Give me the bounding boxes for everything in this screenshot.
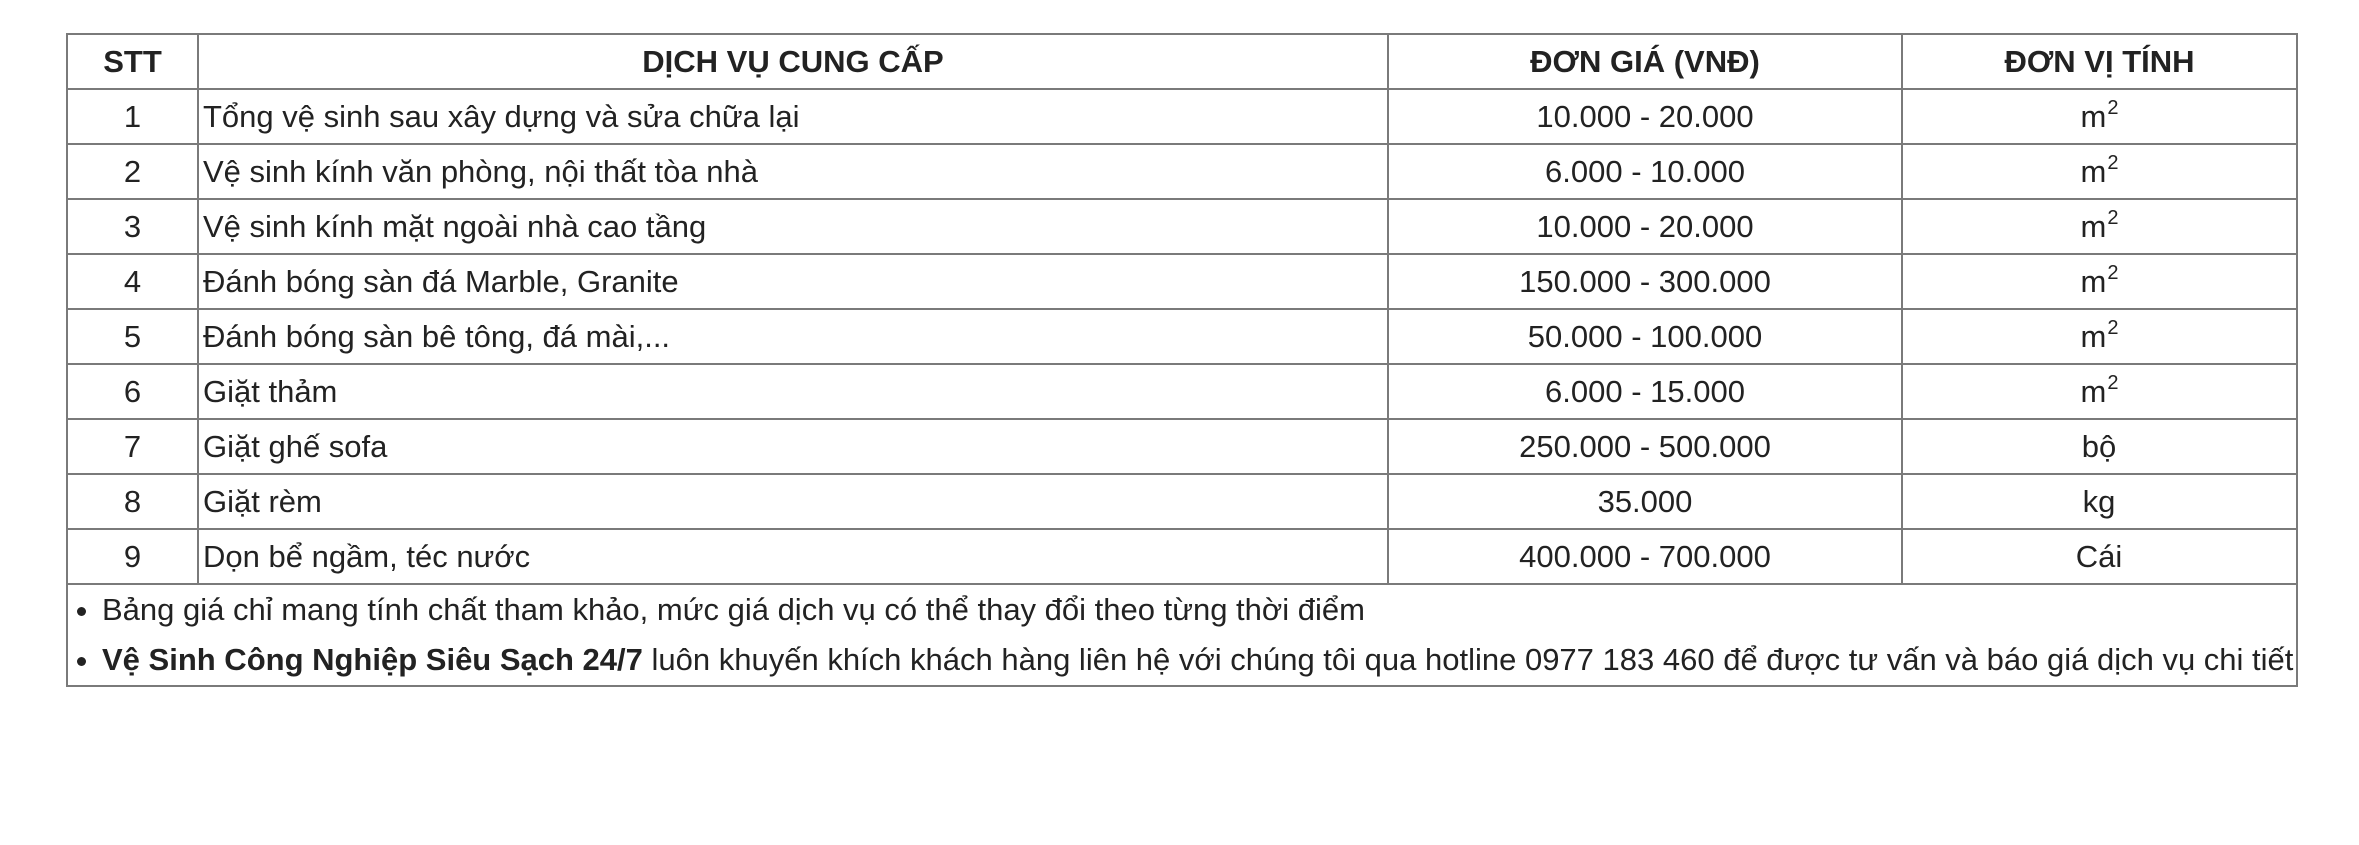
- row-stt: 5: [67, 309, 198, 364]
- row-price: 150.000 - 300.000: [1388, 254, 1902, 309]
- price-table-container: [66, 33, 2296, 687]
- table-row: [67, 309, 2297, 364]
- row-stt: 2: [67, 144, 198, 199]
- row-unit: [1902, 474, 2297, 529]
- row-unit: [1902, 309, 2297, 364]
- price-table: [66, 33, 2298, 687]
- unit-label: m: [2080, 209, 2107, 244]
- row-price: 10.000 - 20.000: [1388, 199, 1902, 254]
- row-price: 10.000 - 20.000: [1388, 89, 1902, 144]
- row-service: Vệ sinh kính văn phòng, nội thất tòa nhà: [198, 144, 1388, 199]
- table-row: [67, 89, 2297, 144]
- row-service: Giặt rèm: [198, 474, 1388, 529]
- row-price: 250.000 - 500.000: [1388, 419, 1902, 474]
- row-unit: [1902, 364, 2297, 419]
- table-header-row: [67, 34, 2297, 89]
- unit-label: m: [2080, 319, 2107, 354]
- row-service: Tổng vệ sinh sau xây dựng và sửa chữa lại: [198, 89, 1388, 144]
- row-stt: 8: [67, 474, 198, 529]
- row-stt: 6: [67, 364, 198, 419]
- row-stt: 3: [67, 199, 198, 254]
- row-stt: 9: [67, 529, 198, 584]
- unit-exponent: 2: [2107, 262, 2119, 284]
- table-body: [67, 89, 2297, 686]
- unit-label: m: [2080, 264, 2107, 299]
- table-row: [67, 364, 2297, 419]
- unit-label: m: [2080, 99, 2107, 134]
- unit-exponent: 2: [2107, 372, 2119, 394]
- row-service: Đánh bóng sàn đá Marble, Granite: [198, 254, 1388, 309]
- row-unit: [1902, 419, 2297, 474]
- note-item: [102, 585, 2292, 635]
- unit-label: m: [2080, 154, 2107, 189]
- row-stt: 7: [67, 419, 198, 474]
- row-unit: [1902, 529, 2297, 584]
- table-row: [67, 199, 2297, 254]
- notes-list: [72, 585, 2292, 685]
- notes-row: [67, 584, 2297, 686]
- table-row: [67, 144, 2297, 199]
- unit-exponent: 2: [2107, 152, 2119, 174]
- unit-label: m: [2080, 374, 2107, 409]
- row-price: 400.000 - 700.000: [1388, 529, 1902, 584]
- header-price: ĐƠN GIÁ (VNĐ): [1388, 34, 1902, 89]
- row-service: Đánh bóng sàn bê tông, đá mài,...: [198, 309, 1388, 364]
- row-unit: [1902, 254, 2297, 309]
- unit-label: Cái: [2075, 539, 2123, 574]
- row-service: Dọn bể ngầm, téc nước: [198, 529, 1388, 584]
- brand-name: Vệ Sinh Công Nghiệp Siêu Sạch 24/7: [102, 642, 643, 677]
- row-price: 6.000 - 10.000: [1388, 144, 1902, 199]
- header-stt: STT: [67, 34, 198, 89]
- row-price: 35.000: [1388, 474, 1902, 529]
- row-unit: [1902, 199, 2297, 254]
- notes-cell: [67, 584, 2297, 686]
- unit-label: kg: [2082, 484, 2116, 519]
- note-text: luôn khuyến khích khách hàng liên hệ với chúng tôi qua hotline 0977 183 460 để được tư vấn và báo giá dịch vụ chi tiết: [642, 642, 2294, 677]
- table-row: [67, 254, 2297, 309]
- row-stt: 4: [67, 254, 198, 309]
- unit-label: bộ: [2081, 429, 2117, 464]
- row-price: 6.000 - 15.000: [1388, 364, 1902, 419]
- row-stt: 1: [67, 89, 198, 144]
- row-unit: [1902, 144, 2297, 199]
- table-row: [67, 474, 2297, 529]
- table-row: [67, 529, 2297, 584]
- header-service: DỊCH VỤ CUNG CẤP: [198, 34, 1388, 89]
- table-row: [67, 419, 2297, 474]
- unit-exponent: 2: [2107, 207, 2119, 229]
- row-service: Giặt thảm: [198, 364, 1388, 419]
- note-text: Bảng giá chỉ mang tính chất tham khảo, mức giá dịch vụ có thể thay đổi theo từng thời điểm: [102, 592, 1365, 627]
- header-unit: ĐƠN VỊ TÍNH: [1902, 34, 2297, 89]
- unit-exponent: 2: [2107, 97, 2119, 119]
- row-service: Vệ sinh kính mặt ngoài nhà cao tầng: [198, 199, 1388, 254]
- row-unit: [1902, 89, 2297, 144]
- row-price: 50.000 - 100.000: [1388, 309, 1902, 364]
- note-item: [102, 635, 2292, 685]
- unit-exponent: 2: [2107, 317, 2119, 339]
- row-service: Giặt ghế sofa: [198, 419, 1388, 474]
